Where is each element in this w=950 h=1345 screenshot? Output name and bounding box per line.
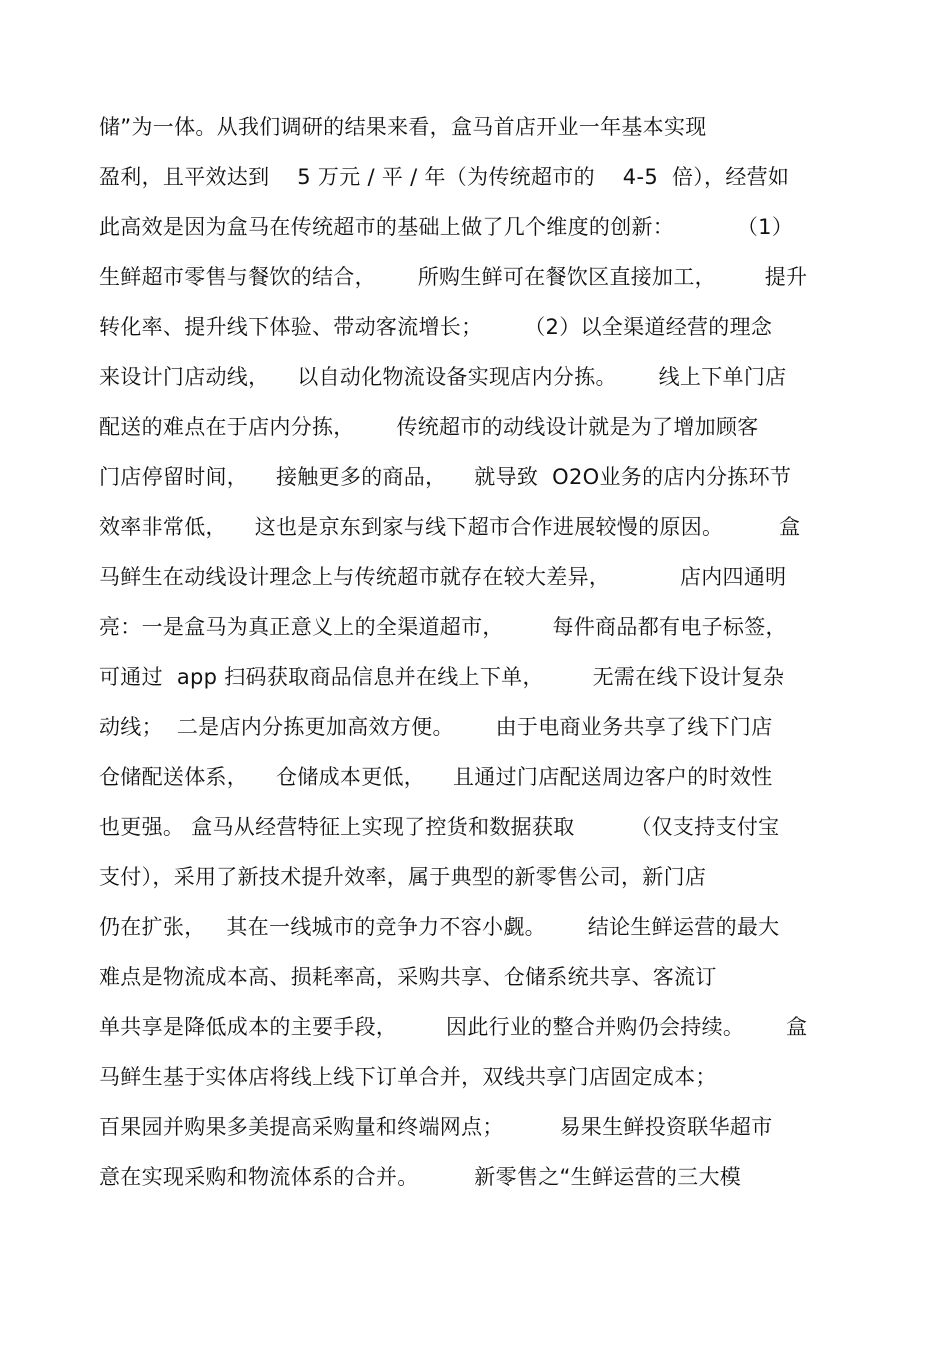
text-line: 盈利，且平效达到 5 万元 / 平 / 年（为传统超市的 4-5 倍），经营如 [99, 165, 790, 189]
text-line: 也更强。 盒马从经营特征上实现了控货和数据获取 （仅支持支付宝 [99, 815, 780, 839]
text-line: 门店停留时间， 接触更多的商品， 就导致 O2O业务的店内分拣环节 [99, 465, 792, 489]
text-line: 储”为一体。从我们调研的结果来看，盒马首店开业一年基本实现 [99, 115, 707, 139]
text-line: 支付），采用了新技术提升效率，属于典型的新零售公司，新门店 [99, 865, 707, 889]
text-line: 转化率、提升线下体验、带动客流增长； （2）以全渠道经营的理念 [99, 315, 773, 339]
text-line: 马鲜生基于实体店将线上线下订单合并，双线共享门店固定成本； [99, 1065, 717, 1089]
text-line: 动线； 二是店内分拣更加高效方便。 由于电商业务共享了线下门店 [99, 715, 773, 739]
text-line: 意在实现采购和物流体系的合并。 新零售之“生鲜运营的三大模 [99, 1165, 742, 1189]
text-line: 百果园并购果多美提高采购量和终端网点； 易果生鲜投资联华超市 [99, 1115, 773, 1139]
text-line: 配送的难点在于店内分拣， 传统超市的动线设计就是为了增加顾客 [99, 415, 759, 439]
text-line: 单共享是降低成本的主要手段， 因此行业的整合并购仍会持续。 盒 [99, 1015, 808, 1039]
text-line: 难点是物流成本高、损耗率高，采购共享、仓储系统共享、客流订 [99, 965, 717, 989]
text-line: 效率非常低， 这也是京东到家与线下超市合作进展较慢的原因。 盒 [99, 515, 801, 539]
body-text [99, 108, 839, 1208]
text-line: 生鲜超市零售与餐饮的结合， 所购生鲜可在餐饮区直接加工， 提升 [99, 265, 808, 289]
text-line: 马鲜生在动线设计理念上与传统超市就存在较大差异， 店内四通明 [99, 565, 787, 589]
text-line: 仍在扩张， 其在一线城市的竞争力不容小觑。 结论生鲜运营的最大 [99, 915, 780, 939]
text-line: 仓储配送体系， 仓储成本更低， 且通过门店配送周边客户的时效性 [99, 765, 773, 789]
text-line: 亮：一是盒马为真正意义上的全渠道超市， 每件商品都有电子标签， [99, 615, 787, 639]
text-line: 此高效是因为盒马在传统超市的基础上做了几个维度的创新： （1） [99, 215, 794, 239]
text-line: 可通过 app 扫码获取商品信息并在线上下单， 无需在线下设计复杂 [99, 665, 785, 689]
text-line: 来设计门店动线， 以自动化物流设备实现店内分拣。 线上下单门店 [99, 365, 787, 389]
